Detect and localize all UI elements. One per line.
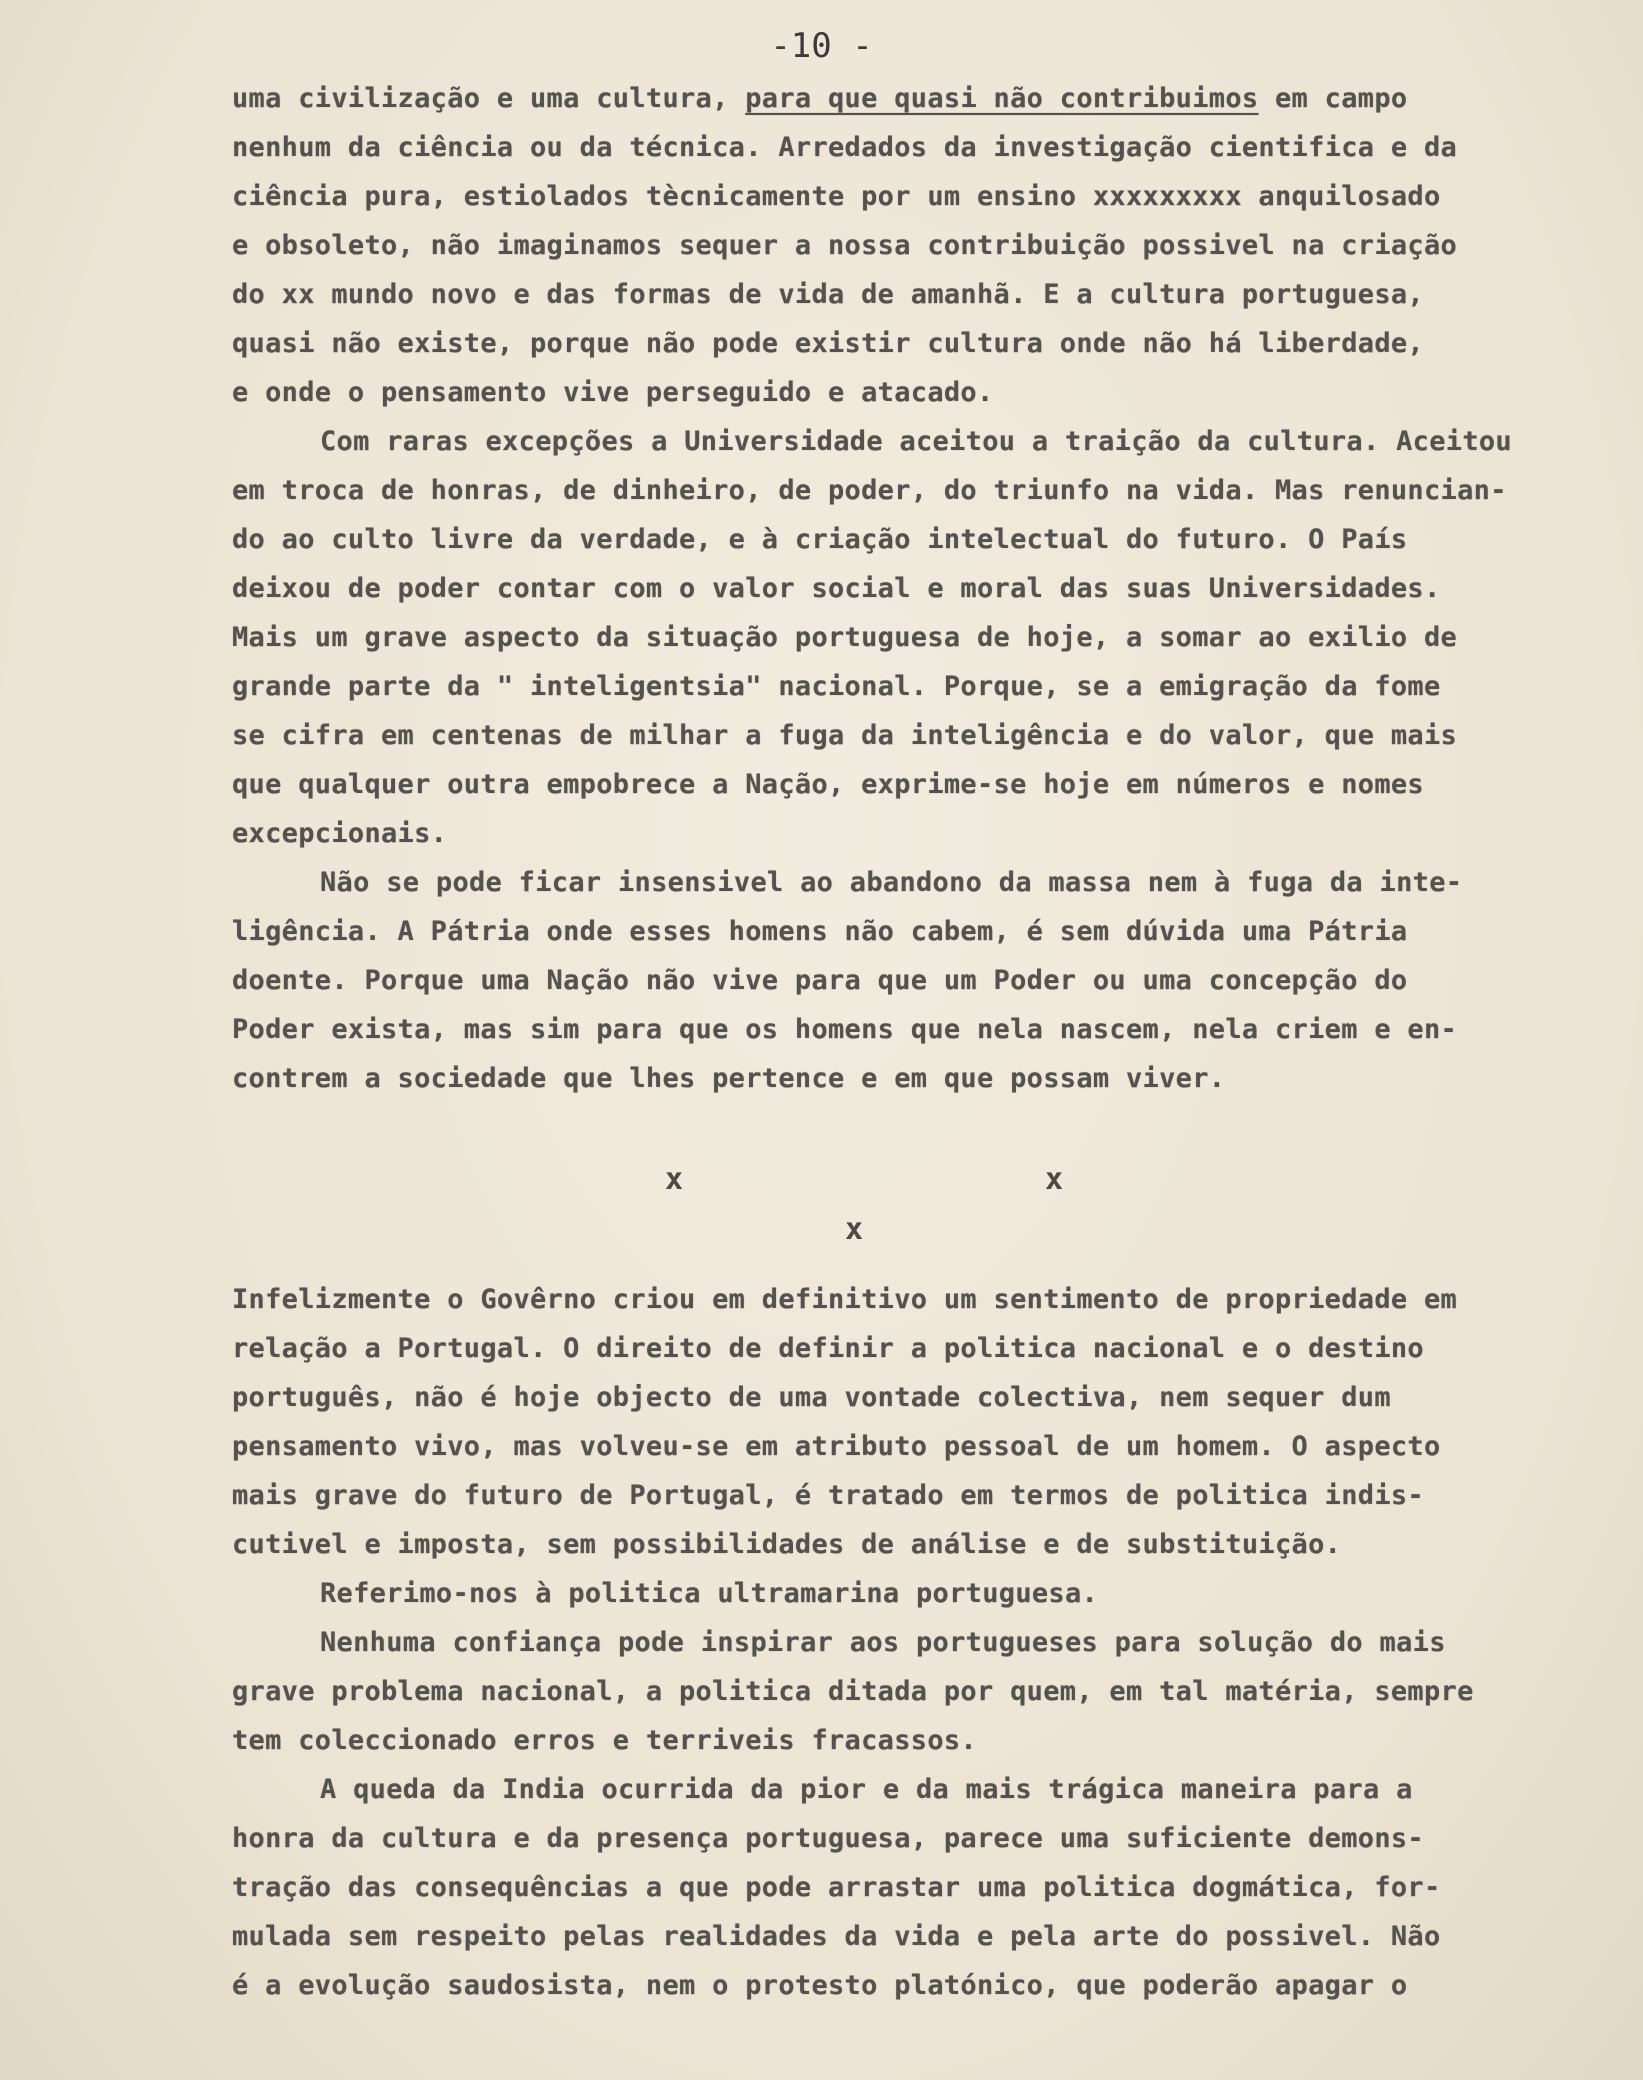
text-line: A queda da India ocurrida da pior e da mais trágica maneira para a [320,1774,1413,1805]
text-run: uma civilização e uma cultura, [232,83,746,114]
text-line: mais grave do futuro de Portugal, é tratado em termos de politica indis- [232,1480,1424,1511]
text-line: ligência. A Pátria onde esses homens não cabem, é sem dúvida uma Pátria [232,916,1408,947]
text-line: cutivel e imposta, sem possibilidades de análise e de substituição. [232,1529,1342,1560]
text-line: Mais um grave aspecto da situação portuguesa de hoje, a somar ao exilio de [232,622,1458,653]
text-line: português, não é hoje objecto de uma vontade colectiva, nem sequer dum [232,1382,1391,1413]
text-line: Poder exista, mas sim para que os homens que nela nascem, nela criem e en- [232,1014,1458,1045]
text-line: que qualquer outra empobrece a Nação, exprime-se hoje em números e nomes [232,769,1424,800]
text-line: e obsoleto, não imaginamos sequer a nossa contribuição possivel na criação [232,230,1458,261]
text-line: e onde o pensamento vive perseguido e atacado. [232,377,994,408]
text-line: grave problema nacional, a politica ditada por quem, em tal matéria, sempre [232,1676,1474,1707]
text-line: quasi não existe, porque não pode existir cultura onde não há liberdade, [232,328,1424,359]
separator-mark-right: x [1045,1162,1064,1197]
text-line: Referimo-nos à politica ultramarina portuguesa. [320,1578,1099,1609]
text-line: se cifra em centenas de milhar a fuga da inteligência e do valor, que mais [232,720,1458,751]
text-line: ciência pura, estiolados tècnicamente por um ensino xxxxxxxxx anquilosado [232,181,1441,212]
text-line: é a evolução saudosista, nem o protesto platónico, que poderão apagar o [232,1970,1408,2001]
text-line: deixou de poder contar com o valor social e moral das suas Universidades. [232,573,1441,604]
text-line: Com raras excepções a Universidade aceitou a traição da cultura. Aceitou [320,426,1512,457]
text-line: nenhum da ciência ou da técnica. Arredados da investigação cientifica e da [232,132,1458,163]
text-line: Nenhuma confiança pode inspirar aos portugueses para solução do mais [320,1627,1446,1658]
text-line: tração das consequências a que pode arrastar uma politica dogmática, for- [232,1872,1441,1903]
text-line: excepcionais. [232,818,448,849]
text-line: grande parte da " inteligentsia" nacional. Porque, se a emigração da fome [232,671,1441,702]
underlined-phrase: para que quasi não contribuimos [745,83,1259,114]
page-number: -10 - [770,26,873,66]
text-line: relação a Portugal. O direito de definir a politica nacional e o destino [232,1333,1424,1364]
text-line: do xx mundo novo e das formas de vida de amanhã. E a cultura portuguesa, [232,279,1424,310]
text-line: honra da cultura e da presença portuguesa, parece uma suficiente demons- [232,1823,1424,1854]
text-line: Não se pode ficar insensivel ao abandono da massa nem à fuga da inte- [320,867,1463,898]
text-line: em troca de honras, de dinheiro, de poder, do triunfo na vida. Mas renuncian- [232,475,1507,506]
separator-mark-left: x [665,1162,684,1197]
separator-mark-center: x [845,1212,864,1247]
text-run: em campo [1258,83,1408,114]
text-line: pensamento vivo, mas volveu-se em atributo pessoal de um homem. O aspecto [232,1431,1441,1462]
paragraph-block-1 [232,74,1602,1103]
text-line: doente. Porque uma Nação não vive para que um Poder ou uma concepção do [232,965,1408,996]
text-line: mulada sem respeito pelas realidades da vida e pela arte do possivel. Não [232,1921,1441,1952]
text-line: contrem a sociedade que lhes pertence e em que possam viver. [232,1063,1226,1094]
paragraph-block-2 [232,1275,1602,2010]
text-line: do ao culto livre da verdade, e à criação intelectual do futuro. O País [232,524,1408,555]
text-line: tem coleccionado erros e terriveis fracassos. [232,1725,977,1756]
text-line [232,74,1602,123]
text-line: Infelizmente o Govêrno criou em definitivo um sentimento de propriedade em [232,1284,1458,1315]
